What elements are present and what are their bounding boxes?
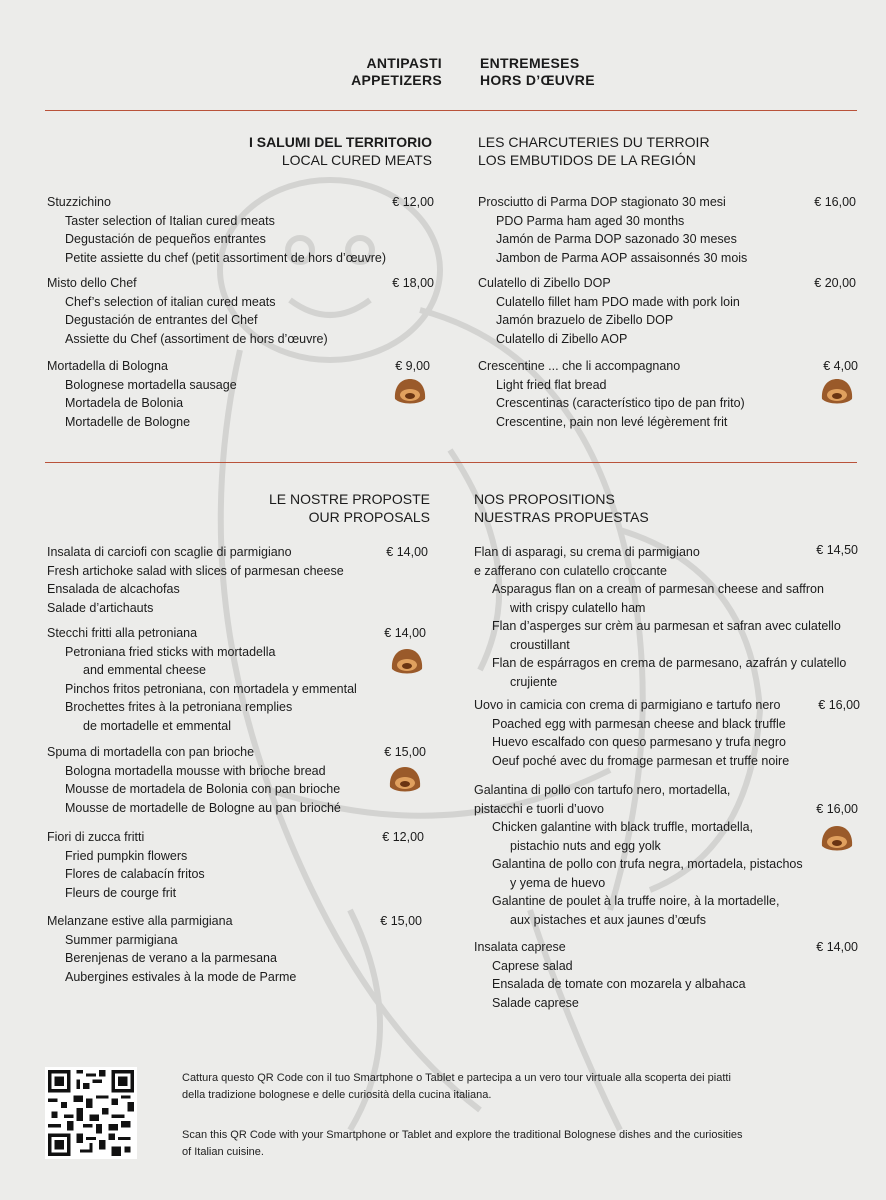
- item-desc: Crescentinas (característico tipo de pan frito): [496, 396, 745, 410]
- item-desc: Jambon de Parma AOP assaisonnés 30 mois: [496, 250, 748, 265]
- item-desc: Fresh artichoke salad with slices of parmesan cheese: [47, 563, 344, 578]
- item-price: € 18,00: [392, 276, 434, 290]
- item-desc: Bolognese mortadella sausage: [65, 377, 237, 392]
- item-name: Fiori di zucca fritti: [47, 830, 145, 844]
- item-name: Stecchi fritti alla petroniana: [47, 626, 198, 640]
- item-desc: Culatello fillet ham PDO made with pork loin: [496, 294, 740, 309]
- qr-text-line: Cattura questo QR Code con il tuo Smartphone o Tablet e partecipa a un vero tour virtuale alla scoperta dei piatti: [182, 1072, 731, 1084]
- item-price: € 15,00: [384, 745, 426, 759]
- item-desc: de mortadelle et emmental: [83, 718, 231, 733]
- item-desc: Summer parmigiana: [65, 932, 178, 947]
- header-right: [480, 55, 595, 89]
- item-desc: Mortadela de Bolonia: [65, 396, 184, 410]
- item-desc: Huevo escalfado con queso parmesano y trufa negro: [492, 735, 786, 749]
- section-title-fr: LES CHARCUTERIES DU TERROIR: [478, 134, 710, 150]
- section-proposte-right: [474, 490, 649, 526]
- header-antipasti: ANTIPASTI: [366, 55, 442, 71]
- qr-text-line: Scan this QR Code with your Smartphone or Tablet and explore the traditional Bolognese dishes and the curiosities: [182, 1129, 743, 1141]
- tortellini-bowl-icon: [820, 377, 854, 407]
- item-price: € 12,00: [392, 195, 434, 209]
- item-desc: Galantina de pollo con trufa negra, mortadela, pistachos: [492, 857, 803, 871]
- item-desc: Assiette du Chef (assortiment de hors d’œuvre): [65, 331, 328, 346]
- item-price: € 16,00: [818, 698, 860, 712]
- menu-item-melanzane: [47, 912, 296, 986]
- qr-code-icon[interactable]: [45, 1067, 137, 1159]
- menu-item-mortadella: [47, 357, 237, 431]
- item-desc: and emmental cheese: [83, 663, 206, 677]
- menu-item-galantina: [474, 781, 803, 929]
- section-salumi-right: [478, 133, 710, 169]
- menu-item-prosciutto: [478, 193, 747, 267]
- qr-text-line: of Italian cuisine.: [182, 1146, 264, 1158]
- item-name: Uovo in camicia con crema di parmigiano e tartufo nero: [474, 698, 781, 712]
- section-title-it: LE NOSTRE PROPOSTE: [268, 491, 430, 507]
- qr-instructions-en: [182, 1127, 743, 1161]
- menu-item-flan: [474, 543, 846, 691]
- item-price: € 16,00: [816, 802, 858, 816]
- item-desc: Bologna mortadella mousse with brioche bread: [65, 763, 326, 778]
- item-name: Insalata caprese: [474, 940, 566, 954]
- divider-middle: [45, 462, 857, 463]
- qr-instructions-it: [182, 1070, 731, 1104]
- item-desc: Light fried flat bread: [496, 377, 607, 392]
- item-price: € 9,00: [395, 359, 430, 373]
- item-name: Galantina di pollo con tartufo nero, mortadella,: [474, 783, 731, 797]
- item-desc: Flan d’asperges sur crèm au parmesan et safran avec culatello: [492, 619, 841, 633]
- header-appetizers: APPETIZERS: [351, 72, 442, 88]
- tortellini-bowl-icon: [393, 377, 427, 407]
- item-desc: pistachio nuts and egg yolk: [510, 838, 661, 853]
- item-desc: Fried pumpkin flowers: [65, 848, 188, 863]
- item-name: Stuzzichino: [47, 195, 111, 209]
- item-name-cont: pistacchi e tuorli d’uovo: [474, 801, 604, 816]
- section-title-fr: NOS PROPOSITIONS: [474, 491, 615, 507]
- tortellini-bowl-icon: [390, 647, 424, 677]
- item-desc: Jamón de Parma DOP sazonado 30 meses: [496, 232, 737, 246]
- item-desc: Berenjenas de verano a la parmesana: [65, 951, 277, 965]
- item-desc: Degustación de pequeños entrantes: [65, 232, 266, 246]
- section-title-en: LOCAL CURED MEATS: [281, 152, 432, 168]
- item-desc: y yema de huevo: [510, 875, 606, 890]
- item-price: € 14,00: [386, 545, 428, 559]
- item-desc: Pinchos fritos petroniana, con mortadela y emmental: [65, 681, 357, 696]
- item-desc: Ensalada de alcachofas: [47, 582, 180, 596]
- item-desc: aux pistaches et aux jaunes d’œufs: [510, 912, 706, 927]
- item-desc: Petite assiette du chef (petit assortiment de hors d’œuvre): [65, 250, 386, 265]
- item-name: Flan di asparagi, su crema di parmigiano: [474, 545, 700, 559]
- section-title-es: NUESTRAS PROPUESTAS: [474, 509, 649, 525]
- item-desc: Fleurs de courge frit: [65, 885, 177, 900]
- item-price: € 12,00: [382, 830, 424, 844]
- menu-item-culatello: [478, 274, 740, 348]
- item-name: Crescentine ... che li accompagnano: [478, 359, 681, 373]
- header-hors-doeuvre: HORS D’ŒUVRE: [480, 72, 595, 88]
- menu-item-uovo: [474, 696, 789, 770]
- item-desc: Chicken galantine with black truffle, mortadella,: [492, 820, 754, 834]
- item-price: € 14,00: [384, 626, 426, 640]
- qr-text-line: della tradizione bolognese e delle curiosità della cucina italiana.: [182, 1089, 492, 1101]
- tortellini-bowl-icon: [820, 824, 854, 854]
- item-name: Prosciutto di Parma DOP stagionato 30 mesi: [478, 195, 726, 209]
- item-desc: with crispy culatello ham: [510, 600, 646, 615]
- item-price: € 16,00: [814, 195, 856, 209]
- item-price: € 15,00: [380, 914, 422, 928]
- item-desc: Galantine de poulet à la truffe noire, à la mortadelle,: [492, 894, 780, 908]
- header-left: [335, 55, 442, 89]
- item-desc: Chef’s selection of italian cured meats: [65, 294, 276, 309]
- menu-item-caprese: [474, 938, 746, 1012]
- item-price: € 4,00: [823, 359, 858, 373]
- section-title-es: LOS EMBUTIDOS DE LA REGIÓN: [478, 152, 696, 168]
- item-desc: crujiente: [510, 674, 558, 689]
- item-desc: Flan de espárragos en crema de parmesano, azafrán y culatello: [492, 656, 847, 670]
- item-desc: Oeuf poché avec du fromage parmesan et truffe noire: [492, 753, 790, 768]
- item-desc: Mousse de mortadelle de Bologne au pan brioché: [65, 800, 341, 815]
- item-desc: Ensalada de tomate con mozarela y albahaca: [492, 977, 746, 991]
- item-name: Misto dello Chef: [47, 276, 137, 290]
- item-desc: croustillant: [510, 637, 570, 652]
- item-price: € 14,50: [816, 543, 858, 557]
- menu-item-crescentine: [478, 357, 745, 431]
- item-desc: Petroniana fried sticks with mortadella: [65, 644, 276, 659]
- item-name: Culatello di Zibello DOP: [478, 276, 611, 290]
- item-desc: Culatello di Zibello AOP: [496, 331, 628, 346]
- item-desc: Mortadelle de Bologne: [65, 414, 191, 429]
- item-desc: Flores de calabacín fritos: [65, 867, 205, 881]
- menu-item-misto-chef: [47, 274, 328, 348]
- menu-item-stuzzichino: [47, 193, 386, 267]
- menu-item-insalata-carciofi: [47, 543, 344, 617]
- divider-top: [45, 110, 857, 111]
- item-desc: Crescentine, pain non levé légèrement frit: [496, 414, 728, 429]
- item-name: Spuma di mortadella con pan brioche: [47, 745, 255, 759]
- menu-item-stecchi: [47, 624, 357, 735]
- item-desc: PDO Parma ham aged 30 months: [496, 213, 685, 228]
- item-desc: Aubergines estivales à la mode de Parme: [65, 969, 297, 984]
- section-title-en: OUR PROPOSALS: [308, 509, 430, 525]
- item-desc: Poached egg with parmesan cheese and black truffle: [492, 716, 786, 731]
- header-entremeses: ENTREMESES: [480, 55, 580, 71]
- menu-item-fiori-zucca: [47, 828, 205, 902]
- section-salumi-left: [180, 133, 432, 169]
- item-desc: Salade d’artichauts: [47, 600, 154, 615]
- item-desc: Salade caprese: [492, 995, 579, 1010]
- menu-item-spuma: [47, 743, 341, 817]
- item-price: € 20,00: [814, 276, 856, 290]
- item-name: Insalata di carciofi con scaglie di parmigiano: [47, 545, 292, 559]
- tortellini-bowl-icon: [388, 765, 422, 795]
- item-desc: Jamón brazuelo de Zibello DOP: [496, 313, 674, 327]
- item-price: € 14,00: [816, 940, 858, 954]
- item-desc: Mousse de mortadela de Bolonia con pan brioche: [65, 782, 341, 796]
- item-desc: Degustación de entrantes del Chef: [65, 313, 258, 327]
- item-name: Melanzane estive alla parmigiana: [47, 914, 233, 928]
- item-desc: Caprese salad: [492, 958, 573, 973]
- item-desc: Brochettes frites à la petroniana remplies: [65, 700, 293, 714]
- item-name-cont: e zafferano con culatello croccante: [474, 563, 667, 578]
- section-title-it: I SALUMI DEL TERRITORIO: [248, 134, 432, 150]
- item-desc: Asparagus flan on a cream of parmesan cheese and saffron: [492, 582, 824, 596]
- section-proposte-left: [180, 490, 430, 526]
- item-desc: Taster selection of Italian cured meats: [65, 213, 275, 228]
- item-name: Mortadella di Bologna: [47, 359, 168, 373]
